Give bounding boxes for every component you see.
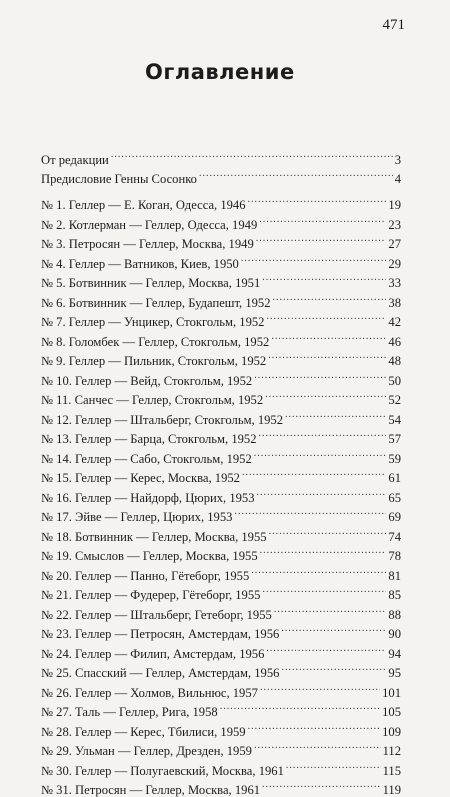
dot-leader	[260, 546, 387, 560]
toc-entry	[41, 273, 401, 290]
toc-entry	[41, 312, 401, 329]
toc-entry-label: № 23. Геллер — Петросян, Амстердам, 1956	[41, 627, 280, 641]
toc-entry-page: 81	[388, 569, 401, 583]
toc-entry-page: 19	[388, 198, 401, 212]
dot-leader	[254, 741, 381, 755]
toc-entry-page: 4	[394, 172, 401, 186]
toc-entry-label: № 17. Эйве — Геллер, Цюрих, 1953	[41, 510, 233, 524]
toc-entry-label: № 13. Геллер — Барца, Стокгольм, 1952	[41, 432, 257, 446]
toc-entry-label: № 7. Геллер — Унцикер, Стокгольм, 1952	[41, 315, 265, 329]
toc-entry-page: 105	[382, 705, 401, 719]
toc-entry	[41, 150, 401, 167]
toc-entry	[41, 215, 401, 232]
toc-entry-page: 46	[388, 335, 401, 349]
dot-leader	[271, 332, 386, 346]
dot-leader	[268, 351, 386, 365]
dot-leader	[260, 683, 380, 697]
toc-entry-label: № 12. Геллер — Штальберг, Стокгольм, 1952	[41, 413, 284, 427]
dot-leader	[269, 527, 387, 541]
toc-entry-label: № 1. Геллер — Е. Коган, Одесса, 1946	[41, 198, 246, 212]
toc-entry-page: 101	[382, 686, 401, 700]
toc-entry-label: № 28. Геллер — Керес, Тбилиси, 1959	[41, 725, 246, 739]
toc-entry	[41, 780, 401, 797]
toc-entry-label: № 8. Голомбек — Геллер, Стокгольм, 1952	[41, 335, 270, 349]
toc-entry-label: № 16. Геллер — Найдорф, Цюрих, 1953	[41, 491, 255, 505]
toc-entry-label: № 2. Котлерман — Геллер, Одесса, 1949	[41, 218, 258, 232]
toc-entry	[41, 468, 401, 485]
dot-leader	[259, 215, 386, 229]
toc-entry-label: От редакции	[41, 153, 109, 167]
dot-leader	[251, 566, 386, 580]
toc-entry-page: 109	[382, 725, 401, 739]
toc-entry-label: № 30. Геллер — Полугаевский, Москва, 1961	[41, 764, 284, 778]
toc-entry-page: 112	[382, 744, 401, 758]
dot-leader	[248, 195, 387, 209]
toc-entry-label: № 5. Ботвинник — Геллер, Москва, 1951	[41, 276, 261, 290]
toc-entry	[41, 293, 401, 310]
toc-entry	[41, 741, 401, 758]
toc-entry-label: № 19. Смыслов — Геллер, Москва, 1955	[41, 549, 258, 563]
toc-entry	[41, 722, 401, 739]
toc-entry	[41, 605, 401, 622]
dot-leader	[273, 293, 387, 307]
toc-entry-page: 38	[388, 296, 401, 310]
toc-entry-page: 88	[388, 608, 401, 622]
toc-entry-page: 52	[388, 393, 401, 407]
toc-entry-label: № 18. Ботвинник — Геллер, Москва, 1955	[41, 530, 267, 544]
toc-entry-label: № 22. Геллер — Штальберг, Гетеборг, 1955	[41, 608, 272, 622]
toc-entry-page: 85	[388, 588, 401, 602]
toc-entry-label: № 27. Таль — Геллер, Рига, 1958	[41, 705, 218, 719]
dot-leader	[265, 390, 386, 404]
toc-entry	[41, 585, 401, 602]
toc-entry-page: 23	[388, 218, 401, 232]
toc-entry-page: 94	[388, 647, 401, 661]
toc-entry-page: 95	[388, 666, 401, 680]
dot-leader	[220, 702, 380, 716]
page-number: 471	[382, 17, 405, 33]
toc-entry-label: № 20. Геллер — Панно, Гётеборг, 1955	[41, 569, 250, 583]
toc-entry-page: 74	[388, 530, 401, 544]
toc-entry-label: № 3. Петросян — Геллер, Москва, 1949	[41, 237, 254, 251]
toc-entry	[41, 683, 401, 700]
dot-leader	[111, 150, 393, 164]
toc-entry	[41, 449, 401, 466]
dot-leader	[266, 312, 386, 326]
toc-entry-label: № 9. Геллер — Пильник, Стокгольм, 1952	[41, 354, 267, 368]
toc-entry	[41, 663, 401, 680]
toc-entry-page: 69	[388, 510, 401, 524]
dot-leader	[256, 234, 387, 248]
toc-entry-page: 50	[388, 374, 401, 388]
toc-entry-label: № 4. Геллер — Ватников, Киев, 1950	[41, 257, 239, 271]
toc-entry-page: 27	[388, 237, 401, 251]
toc-entry-page: 59	[388, 452, 401, 466]
dot-leader	[242, 468, 386, 482]
toc-entry	[41, 195, 401, 212]
toc-entry-page: 48	[388, 354, 401, 368]
dot-leader	[286, 761, 381, 775]
toc-entry-label: № 24. Геллер — Филип, Амстердам, 1956	[41, 647, 265, 661]
toc-entry-page: 90	[388, 627, 401, 641]
toc-entry	[41, 410, 401, 427]
toc-entry-page: 61	[388, 471, 401, 485]
toc-entry-page: 119	[382, 783, 401, 797]
toc-entry	[41, 624, 401, 641]
toc-entry	[41, 351, 401, 368]
toc-entry	[41, 644, 401, 661]
dot-leader	[262, 273, 386, 287]
dot-leader	[257, 488, 387, 502]
toc-entry	[41, 390, 401, 407]
dot-leader	[281, 663, 386, 677]
toc-entry	[41, 371, 401, 388]
toc-entry-label: № 6. Ботвинник — Геллер, Будапешт, 1952	[41, 296, 271, 310]
toc-entry-page: 42	[388, 315, 401, 329]
toc-entry	[41, 234, 401, 251]
dot-leader	[254, 371, 386, 385]
toc-entry	[41, 254, 401, 271]
dot-leader	[259, 429, 387, 443]
toc-entry	[41, 169, 401, 186]
dot-leader	[262, 780, 381, 794]
toc-entry-label: № 21. Геллер — Фудерер, Гётеборг, 1955	[41, 588, 261, 602]
dot-leader	[234, 507, 386, 521]
dot-leader	[285, 410, 386, 424]
toc-entry-page: 57	[388, 432, 401, 446]
toc-entry	[41, 702, 401, 719]
dot-leader	[241, 254, 387, 268]
toc-entry-label: № 14. Геллер — Сабо, Стокгольм, 1952	[41, 452, 252, 466]
dot-leader	[274, 605, 387, 619]
toc-entry-label: № 31. Петросян — Геллер, Москва, 1961	[41, 783, 261, 797]
toc-entry	[41, 332, 401, 349]
toc-entry-page: 33	[388, 276, 401, 290]
toc-entry	[41, 546, 401, 563]
toc-entry-page: 115	[382, 764, 401, 778]
dot-leader	[248, 722, 381, 736]
toc-entry-label: № 11. Санчес — Геллер, Стокгольм, 1952	[41, 393, 264, 407]
dot-leader	[199, 169, 393, 183]
toc-entry	[41, 429, 401, 446]
toc-entry-label: № 15. Геллер — Керес, Москва, 1952	[41, 471, 240, 485]
toc-entry-label: № 25. Спасский — Геллер, Амстердам, 1956	[41, 666, 280, 680]
dot-leader	[262, 585, 386, 599]
toc-entry-page: 29	[388, 257, 401, 271]
toc-entry-label: № 29. Ульман — Геллер, Дрезден, 1959	[41, 744, 252, 758]
dot-leader	[254, 449, 387, 463]
toc-entry-label: Предисловие Генны Сосонко	[41, 172, 197, 186]
toc-entry-label: № 26. Геллер — Холмов, Вильнюс, 1957	[41, 686, 258, 700]
toc-entry	[41, 507, 401, 524]
toc-entry	[41, 527, 401, 544]
toc-entry	[41, 761, 401, 778]
page-title: Оглавление	[145, 60, 295, 84]
toc-entry	[41, 566, 401, 583]
toc-entry	[41, 488, 401, 505]
toc-entry-page: 65	[388, 491, 401, 505]
dot-leader	[281, 624, 386, 638]
toc-entry-page: 54	[388, 413, 401, 427]
toc-entry-page: 3	[394, 153, 401, 167]
toc-entry-page: 78	[388, 549, 401, 563]
toc-entry-label: № 10. Геллер — Вейд, Стокгольм, 1952	[41, 374, 253, 388]
dot-leader	[266, 644, 386, 658]
